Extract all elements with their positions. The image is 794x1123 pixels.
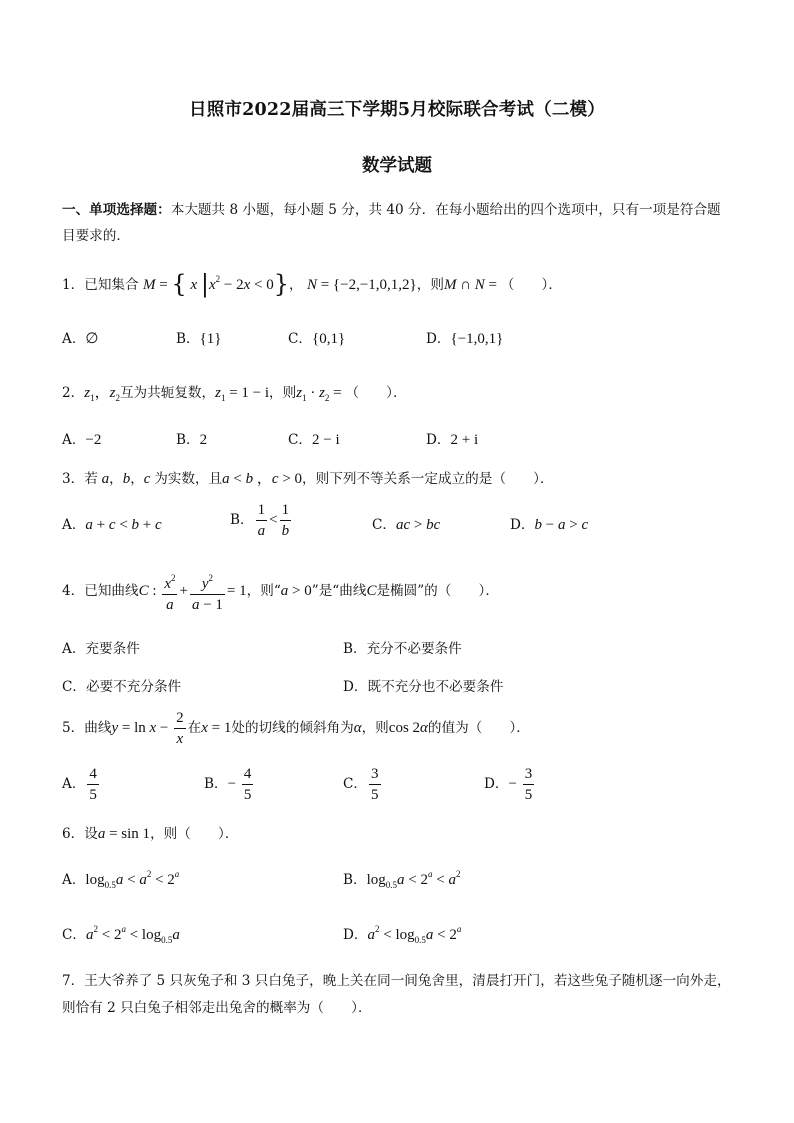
section-instructions <box>62 197 734 249</box>
page-title: 日照市2022届高三下学期5月校际联合考试（二模） <box>189 100 605 120</box>
q5-option-d: D．− $\frac{3}{5}$ <box>484 766 533 803</box>
q4-option-a: A．充要条件 <box>62 641 140 657</box>
question-5: 5．曲线y = ln x − $\frac{2}{x}$ 在x = 1处的切线的倾斜角为α，则cos 2α的值为（ ）． <box>62 710 530 747</box>
question-1: 1．已知集合 M = { x $|x^2 - 2x < 0$}， N = {−2,−1,0,1,2}，则M ∩ N = （ ）． <box>62 270 562 298</box>
page-subtitle: 数学试题 <box>362 156 432 176</box>
set-m-expr: M = { x $|x^2 - 2x < 0$} <box>142 270 290 298</box>
q2-option-c: C．2 − i <box>288 432 340 448</box>
q4-option-d: D．既不充分也不必要条件 <box>343 679 504 695</box>
q1-option-b: B．{1} <box>176 331 222 347</box>
q2-option-a: A．−2 <box>62 432 102 448</box>
q6-option-d: D．$a^2 < \log_{0.5}a < 2^a$ <box>343 924 462 945</box>
q5-option-c: C． $\frac{3}{5}$ <box>343 766 379 803</box>
q1-option-d: D．{−1,0,1} <box>426 331 504 347</box>
q5-option-b: B．− $\frac{4}{5}$ <box>204 766 252 803</box>
q4-option-b: B．充分不必要条件 <box>343 641 462 657</box>
section-text: 本大题共 8 小题，每小题 5 分，共 40 分．在每小题给出的四个选项中，只有一项是符合题目要求的． <box>62 202 721 244</box>
q3-option-b: B． $\frac{1}{a}$ < $\frac{1}{b}$ <box>230 502 290 539</box>
question-4: 4．已知曲线C : $\frac{x^2}{a}$ + $\frac{y^2}{a - 1}$ = 1，则“a > 0”是“曲线C是椭圆”的（ ）． <box>62 568 742 615</box>
q3-option-c: C．ac > bc <box>372 517 441 533</box>
question-7: 7．王大爷养了 5 只灰兔子和 3 只白兔子，晚上关在同一间兔舍里，清晨打开门，若这些兔子随机逐一向外走，则恰有 2 只白兔子相邻走出兔舍的概率为（ ）． <box>62 973 731 1016</box>
question-6: 6．设a = sin 1，则（ ）． <box>62 826 239 842</box>
q6-option-b: B．$\log_{0.5}a < 2^a < a^2$ <box>343 869 461 890</box>
curve-equation: y = ln x − $\frac{2}{x}$ <box>111 710 184 747</box>
set-n-expr: N = {−2,−1,0,1,2} <box>306 277 417 293</box>
curve-c-equation: C : $\frac{x^2}{a}$ + $\frac{y^2}{a - 1}$ = 1 <box>139 583 247 599</box>
q2-option-b: B．2 <box>176 432 208 448</box>
q4-option-c: C．必要不充分条件 <box>62 679 182 695</box>
q1-option-c: C．{0,1} <box>288 331 346 347</box>
q6-option-a: A．$\log_{0.5}a < a^2 < 2^a$ <box>62 869 180 890</box>
q3-option-a: A．a + c < b + c <box>62 517 162 533</box>
question-2: 2．$z_1$，$z_2$互为共轭复数，$z_1 = 1 - i$，则$z_1 \cdot z_2$ = （ ）． <box>62 385 407 403</box>
q3-option-d: D．b − a > c <box>510 517 589 533</box>
q1-option-a: A．∅ <box>62 331 99 347</box>
q2-option-d: D．2 + i <box>426 432 479 448</box>
section-heading: 一、单项选择题： <box>62 202 171 218</box>
q6-option-c: C．$a^2 < 2^a < \log_{0.5}a$ <box>62 924 180 945</box>
question-3: 3．若 a，b，c 为实数，且a < b ，c > 0，则下列不等关系一定成立的是（ ）． <box>62 471 554 487</box>
q5-option-a: A． $\frac{4}{5}$ <box>62 766 97 803</box>
